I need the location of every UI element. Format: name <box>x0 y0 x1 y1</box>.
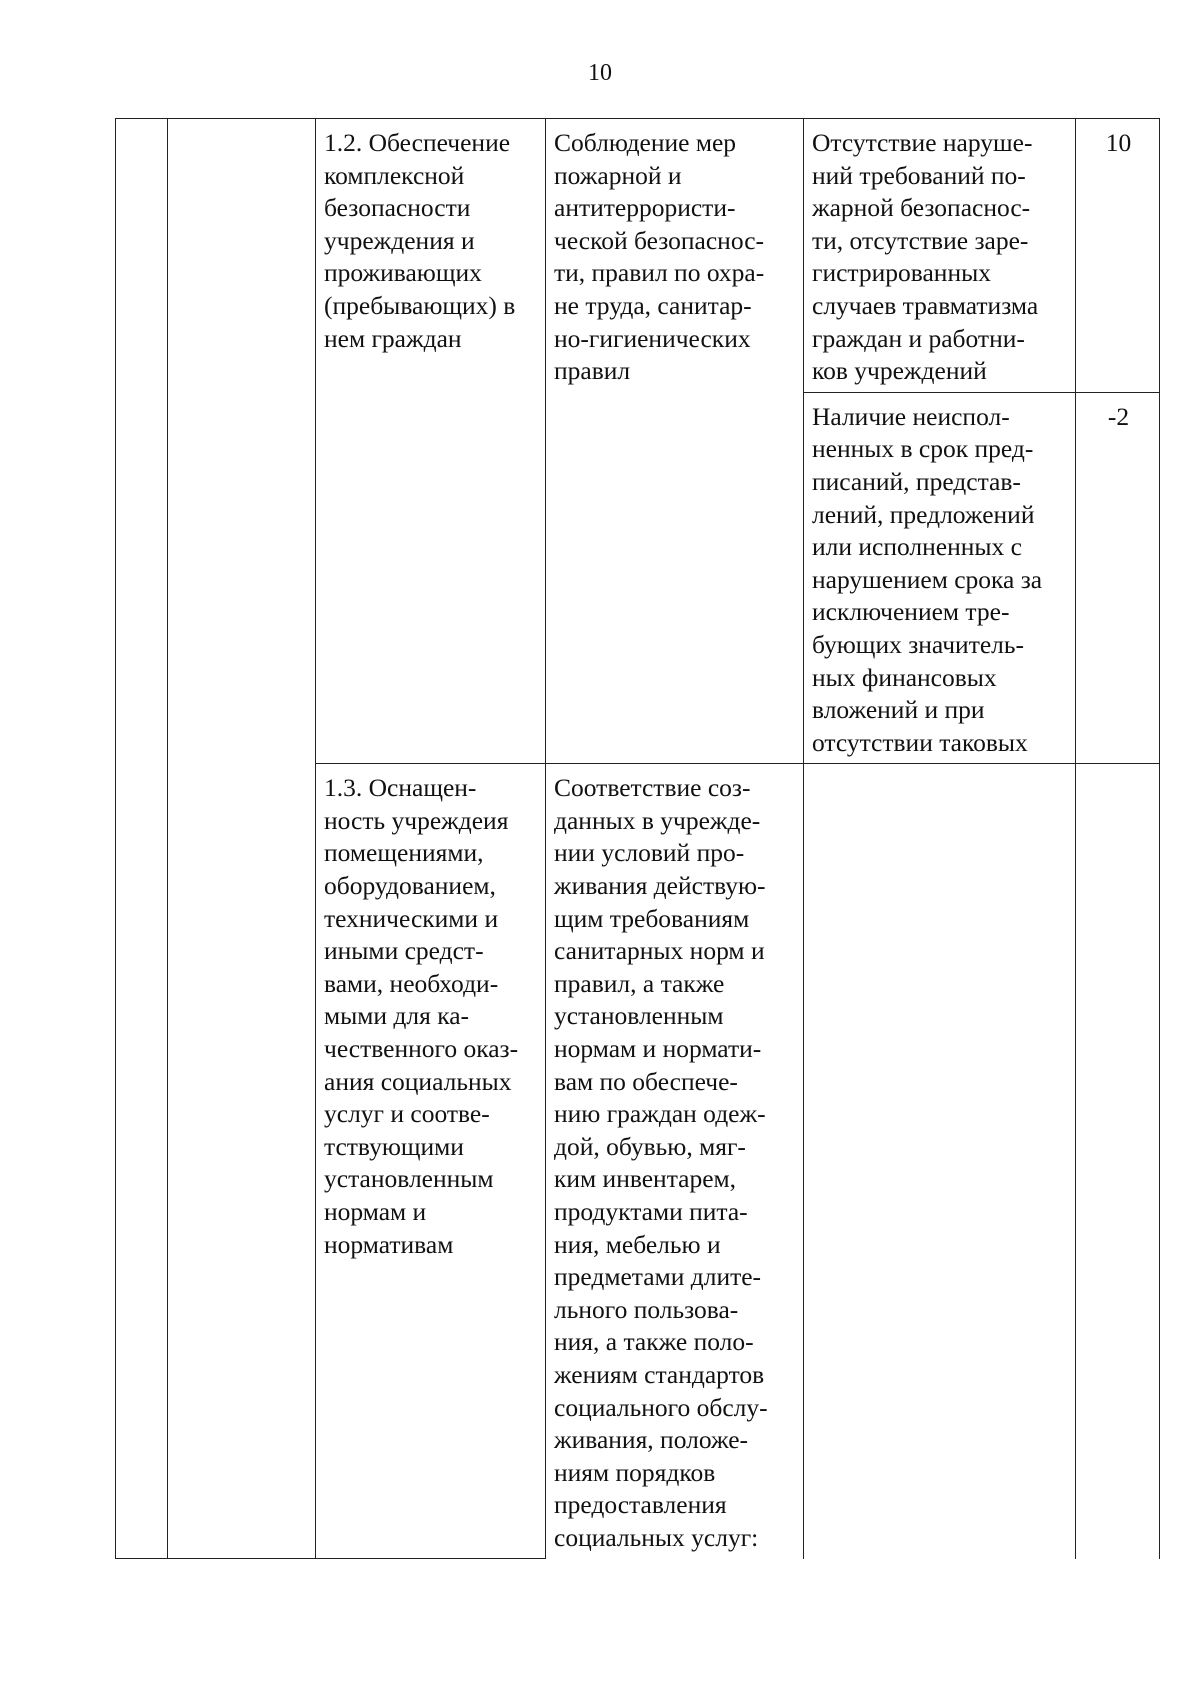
criterion-line: услуг и соотве- <box>324 1099 490 1129</box>
condition-line: ков учреждений <box>812 356 987 386</box>
indicator-line: ти, правил по охра- <box>554 258 765 288</box>
criterion-line: 1.3. Оснащен- <box>324 773 477 803</box>
indicator-line: Соответствие соз- <box>554 773 751 803</box>
criterion-line: (пребывающих) в <box>324 290 516 320</box>
indicator-line: не труда, санитар- <box>554 290 752 320</box>
indicator-line: дой, обувью, мяг- <box>554 1131 746 1161</box>
indicator-line: щим требованиям <box>554 903 750 933</box>
condition-line: ненных в срок пред- <box>812 434 1034 464</box>
indicator-line: социального обслу- <box>554 1392 768 1422</box>
criterion-line: комплексной <box>324 160 465 190</box>
criterion-line: иными средст- <box>324 936 484 966</box>
condition-line: исключением тре- <box>812 597 1010 627</box>
criterion-line: техническими и <box>324 903 499 933</box>
indicator-line: нию граждан одеж- <box>554 1099 766 1129</box>
indicator-line: льного пользова- <box>554 1294 739 1324</box>
indicator-line: установленным <box>554 1001 724 1031</box>
indicator-line: живания действую- <box>554 871 766 901</box>
condition-line: ний требований по- <box>812 160 1026 190</box>
indicator-line: Соблюдение мер <box>554 128 737 157</box>
condition-line: отсутствии таковых <box>812 727 1028 757</box>
indicator-cell <box>546 119 804 764</box>
condition-line: бующих значитель- <box>812 629 1025 659</box>
table-row <box>116 119 1160 393</box>
indicator-line: нии условий про- <box>554 838 745 868</box>
criterion-line: тствующими <box>324 1131 464 1161</box>
condition-cell <box>804 392 1076 764</box>
condition-line: Наличие неиспол- <box>812 401 1010 431</box>
criterion-line: мыми для ка- <box>324 1001 470 1031</box>
indicator-line: социальных услуг: <box>554 1522 759 1552</box>
indicator-line: нормам и нормати- <box>554 1034 762 1064</box>
condition-line: случаев травматизма <box>812 290 1039 320</box>
criterion-line: оборудованием, <box>324 871 496 901</box>
indicator-line: санитарных норм и <box>554 936 765 966</box>
criterion-line: безопасности <box>324 193 471 223</box>
condition-line: Отсутствие наруше- <box>812 128 1033 157</box>
indicator-line: жениям стандартов <box>554 1359 765 1389</box>
criterion-line: вами, необходи- <box>324 968 499 998</box>
score-cell: 10 <box>1076 119 1160 393</box>
criterion-line: помещениями, <box>324 838 484 868</box>
criterion-line: чественного оказ- <box>324 1034 519 1064</box>
indicator-line: ниям порядков <box>554 1457 716 1487</box>
condition-line: ти, отсутствие заре- <box>812 225 1029 255</box>
indicator-line: ния, а также поло- <box>554 1327 754 1357</box>
criterion-line: нормативам <box>324 1229 454 1259</box>
indicator-line: предоставления <box>554 1490 727 1520</box>
condition-line: жарной безопаснос- <box>812 193 1031 223</box>
condition-line: лений, предложений <box>812 499 1035 529</box>
criterion-line: учреждения и <box>324 225 475 255</box>
criterion-line: проживающих <box>324 258 482 288</box>
criterion-cell <box>316 119 546 764</box>
criteria-table <box>115 118 1160 1559</box>
criterion-line: нормам и <box>324 1197 427 1226</box>
condition-cell <box>804 119 1076 393</box>
indicator-line: живания, положе- <box>554 1425 749 1455</box>
condition-line: гистрированных <box>812 258 991 288</box>
condition-line: писаний, представ- <box>812 466 1021 496</box>
condition-cell <box>804 764 1076 1559</box>
indicator-line: предметами длите- <box>554 1262 762 1292</box>
score-cell: -2 <box>1076 392 1160 764</box>
indicator-line: правил, а также <box>554 968 725 998</box>
criterion-line: 1.2. Обеспечение <box>324 128 511 157</box>
indicator-line: данных в учрежде- <box>554 805 761 835</box>
indicator-line: правил <box>554 356 631 386</box>
indicator-line: ким инвентарем, <box>554 1164 737 1194</box>
condition-line: вложений и при <box>812 695 985 725</box>
condition-line: ных финансовых <box>812 662 997 692</box>
condition-line: или исполненных с <box>812 532 1022 562</box>
score-cell <box>1076 764 1160 1559</box>
empty-cell-col1 <box>116 119 168 1559</box>
criterion-cell <box>316 764 546 1559</box>
indicator-line: ния, мебелью и <box>554 1229 721 1259</box>
criterion-line: ания социальных <box>324 1066 512 1096</box>
indicator-line: ческой безопаснос- <box>554 225 765 255</box>
indicator-line: продуктами пита- <box>554 1197 748 1226</box>
condition-line: граждан и работни- <box>812 323 1025 353</box>
indicator-line: пожарной и <box>554 160 682 190</box>
empty-cell-col2 <box>168 119 316 1559</box>
criterion-line: установленным <box>324 1164 494 1194</box>
criterion-line: нем граждан <box>324 323 462 353</box>
indicator-line: антитеррористи- <box>554 193 736 223</box>
indicator-line: вам по обеспече- <box>554 1066 738 1096</box>
criterion-line: ность учреждеия <box>324 805 509 835</box>
page-number: 10 <box>588 60 612 86</box>
indicator-cell <box>546 764 804 1559</box>
condition-line: нарушением срока за <box>812 564 1043 594</box>
indicator-line: но-гигиенических <box>554 323 751 353</box>
